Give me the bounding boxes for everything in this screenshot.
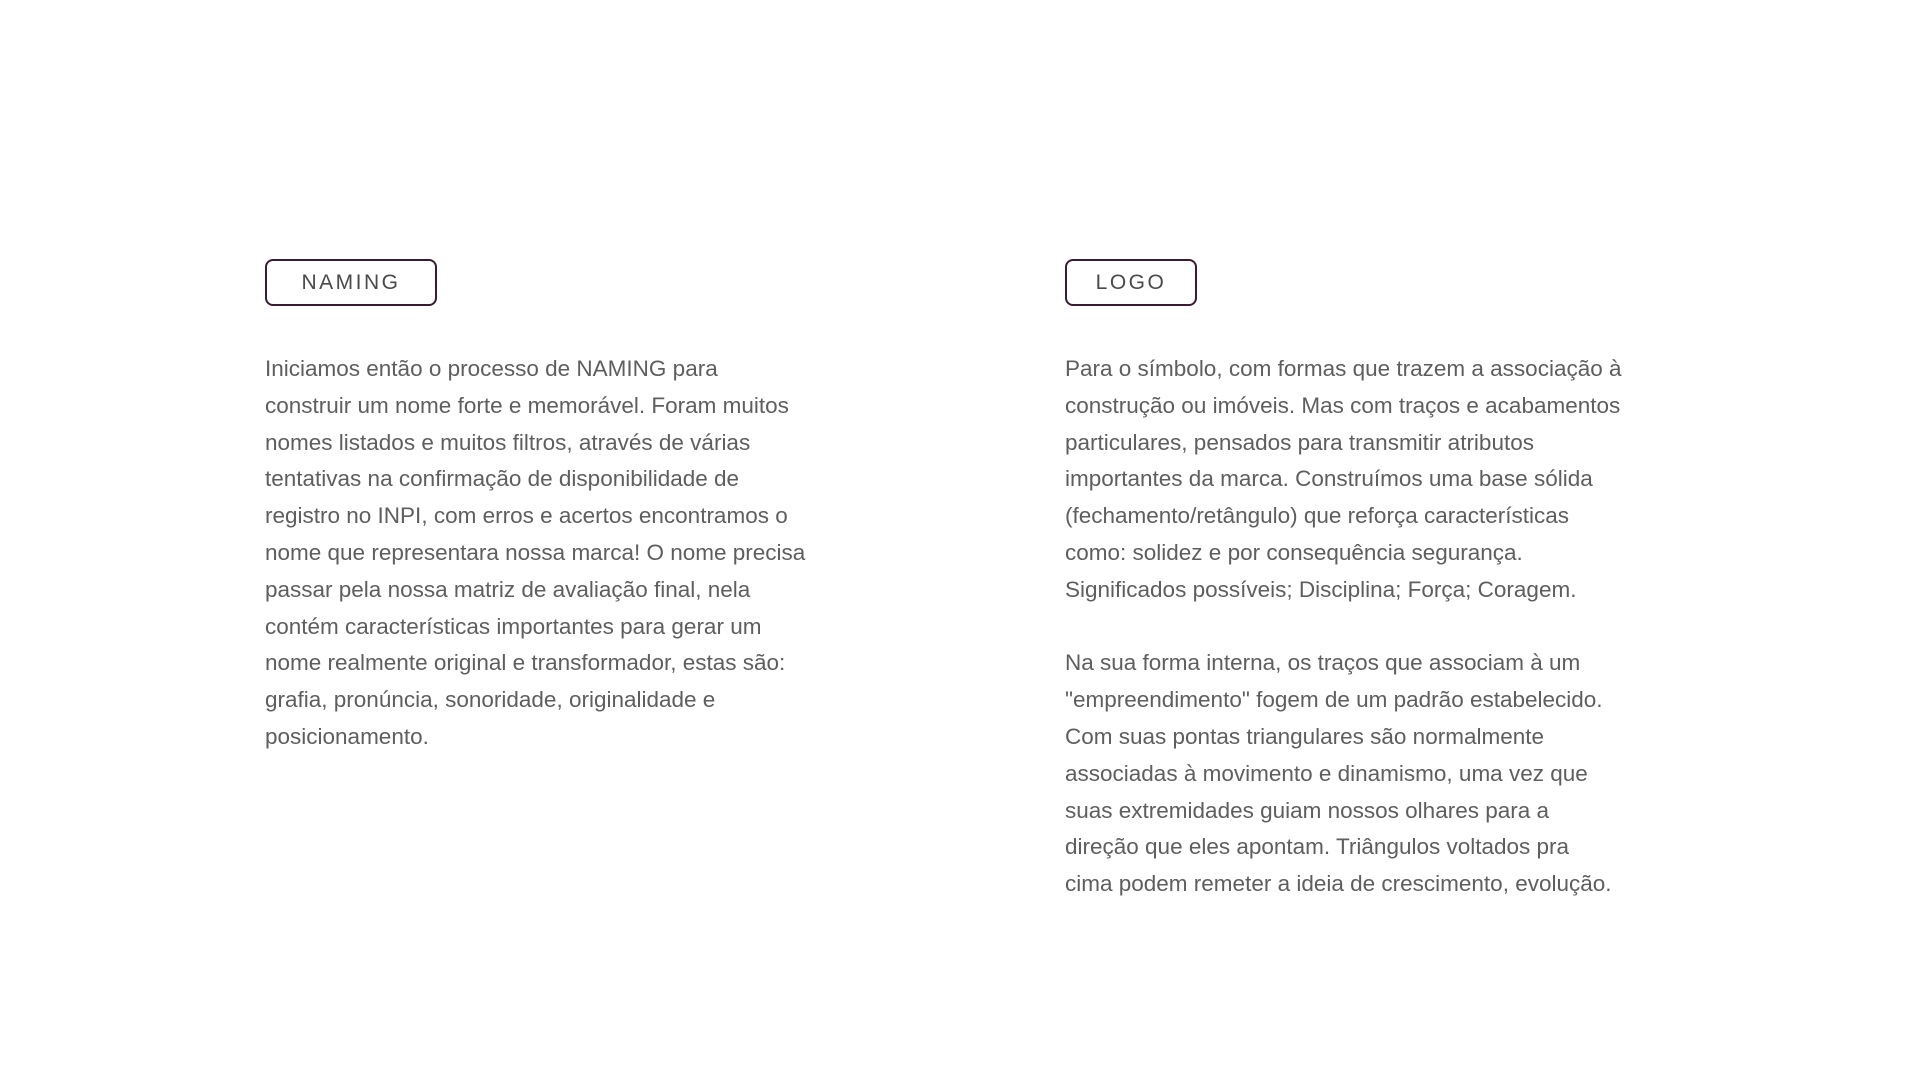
naming-paragraph: Iniciamos então o processo de NAMING para construir um nome forte e memorável. Foram muitos nomes listados e muitos filtros, através de várias tentativas na confirmação de disponibilidade de registro no INPI, com erros e acertos encontramos o nome que representara nossa marca! O nome precisa passar pela nossa matriz de avaliação final, nela contém características importantes para gerar um nome realmente original e transformador, estas são: grafia, pronúncia, sonoridade, originalidade e posicionamento.: [265, 356, 806, 749]
logo-tag: LOGO: [1065, 259, 1197, 306]
logo-section: [1065, 259, 1675, 903]
naming-text-block: [265, 351, 865, 756]
logo-paragraph-2: Na sua forma interna, os traços que associam à um "empreendimento" fogem de um padrão estabelecido. Com suas pontas triangulares são normalmente associadas à movimento e dinamismo, uma vez que suas extremidades guiam nossos olhares para a direção que eles apontam. Triângulos voltados pra cima podem remeter a ideia de crescimento, evolução.: [1065, 650, 1612, 897]
logo-text-block: [1065, 351, 1675, 903]
logo-paragraph-1: Para o símbolo, com formas que trazem a associação à construção ou imóveis. Mas com traços e acabamentos particulares, pensados para transmitir atributos importantes da marca. Construímos uma base sólida (fechamento/retângulo) que reforça características como: solidez e por consequência segurança. Significados possíveis; Disciplina; Força; Coragem.: [1065, 356, 1622, 602]
naming-section: [265, 259, 865, 756]
naming-tag: NAMING: [265, 259, 437, 306]
